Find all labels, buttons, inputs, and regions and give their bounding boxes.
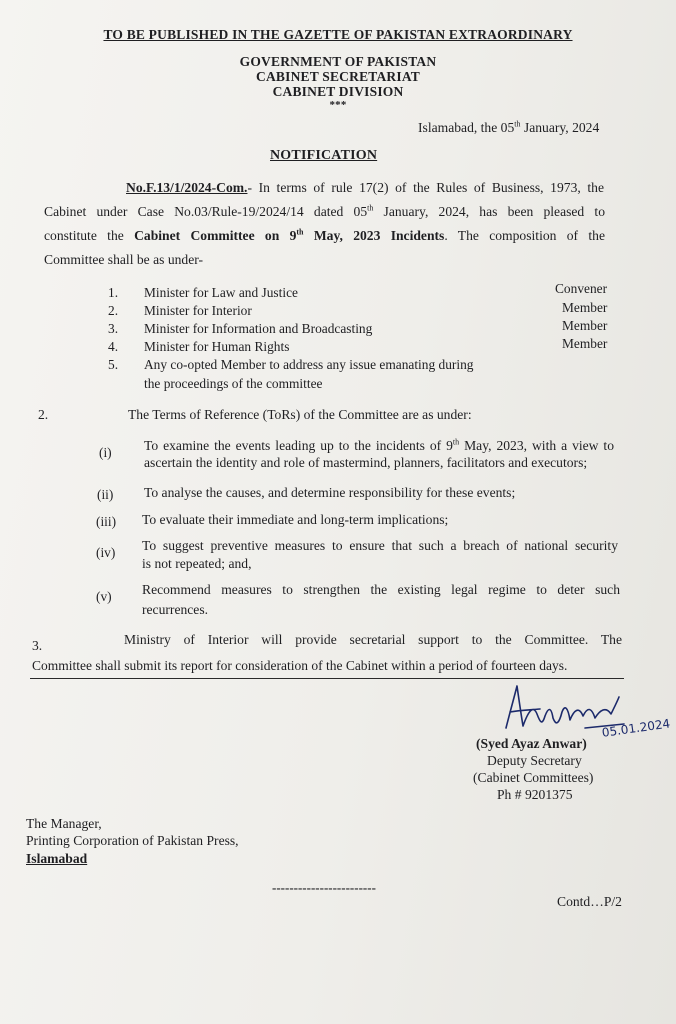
notification-ref-no: No.F.13/1/2024-Com. xyxy=(126,180,248,195)
tor-text: Recommend measures to strengthen the existing legal regime to deter such xyxy=(142,582,620,597)
signatory-name: (Syed Ayaz Anwar) xyxy=(476,736,587,751)
tor-text-cont: recurrences. xyxy=(142,602,209,617)
list-item-number: 5. xyxy=(108,357,119,372)
signatory-designation: Deputy Secretary xyxy=(487,753,582,768)
tor-text-cont: is not repeated; and, xyxy=(142,556,252,571)
division-heading: CABINET DIVISION xyxy=(272,84,404,99)
tor-text-cont: ascertain the identity and role of mastermind, planners, facilitators and executors; xyxy=(144,455,588,470)
list-item-member: Minister for Human Rights xyxy=(144,339,290,354)
gazette-publish-line: TO BE PUBLISHED IN THE GAZETTE OF PAKISTAN EXTRAORDINARY xyxy=(103,27,573,42)
list-item-number: 2. xyxy=(108,303,119,318)
government-heading: GOVERNMENT OF PAKISTAN xyxy=(239,54,437,69)
list-item-role: Member xyxy=(562,318,608,333)
separator-dashes: ------------------------ xyxy=(272,880,376,895)
para2-text: The Terms of Reference (ToRs) of the Committee are as under: xyxy=(128,407,472,422)
date-line: Islamabad, the 05th January, 2024 xyxy=(418,119,600,135)
tor-number: (i) xyxy=(99,445,112,460)
para3-line2: Committee shall submit its report for consideration of the Cabinet within a period of fourteen days. xyxy=(32,658,568,673)
list-item-role: Member xyxy=(562,300,608,315)
tor-text: To examine the events leading up to the incidents of 9th May, 2023, with a view to xyxy=(144,437,615,453)
tor-number: (iv) xyxy=(96,545,116,560)
addressee-line1: The Manager, xyxy=(26,816,102,831)
list-item-member: Any co-opted Member to address any issue emanating during xyxy=(144,357,474,372)
list-item-member: Minister for Interior xyxy=(144,303,252,318)
secretariat-heading: CABINET SECRETARIAT xyxy=(256,69,420,84)
list-item-member: Minister for Law and Justice xyxy=(144,285,298,300)
addressee-city: Islamabad xyxy=(26,851,88,866)
tor-text: To analyse the causes, and determine responsibility for these events; xyxy=(144,485,516,500)
para3-line1: Ministry of Interior will provide secretarial support to the Committee. The xyxy=(124,632,622,647)
signatory-phone: Ph # 9201375 xyxy=(497,787,573,802)
tor-number: (ii) xyxy=(97,487,114,502)
para1-line3: constitute the Cabinet Committee on 9th May, 2023 Incidents. The composition of the xyxy=(44,227,605,243)
list-item-number: 1. xyxy=(108,285,119,300)
list-item-number: 4. xyxy=(108,339,119,354)
list-item-role: Member xyxy=(562,336,608,351)
para2-number: 2. xyxy=(38,407,49,422)
handwritten-date: 05.01.2024 xyxy=(601,716,671,740)
tor-text: To evaluate their immediate and long-term implications; xyxy=(142,512,449,527)
list-item-number: 3. xyxy=(108,321,119,336)
list-item-member: Minister for Information and Broadcasting xyxy=(144,321,373,336)
para1-line4: Committee shall be as under- xyxy=(44,252,204,267)
tor-text: To suggest preventive measures to ensure that such a breach of national security xyxy=(142,538,618,553)
notification-title: NOTIFICATION xyxy=(270,148,378,163)
list-item-role: Convener xyxy=(555,281,608,296)
tor-number: (iii) xyxy=(96,514,117,529)
para1-line1: No.F.13/1/2024-Com.- In terms of rule 17(2) of the Rules of Business, 1973, the xyxy=(126,180,604,195)
para1-line2: Cabinet under Case No.03/Rule-19/2024/14 dated 05th January, 2024, has been pleased to xyxy=(44,203,605,219)
list-item-member-cont: the proceedings of the committee xyxy=(144,376,323,391)
tor-number: (v) xyxy=(96,589,112,604)
para3-number: 3. xyxy=(32,638,43,653)
signatory-office: (Cabinet Committees) xyxy=(473,770,594,785)
header-stars: *** xyxy=(329,99,347,111)
committee-name: Cabinet Committee on 9th May, 2023 Incidents xyxy=(134,227,445,243)
addressee-line2: Printing Corporation of Pakistan Press, xyxy=(26,833,239,848)
continued-label: Contd…P/2 xyxy=(557,894,622,909)
